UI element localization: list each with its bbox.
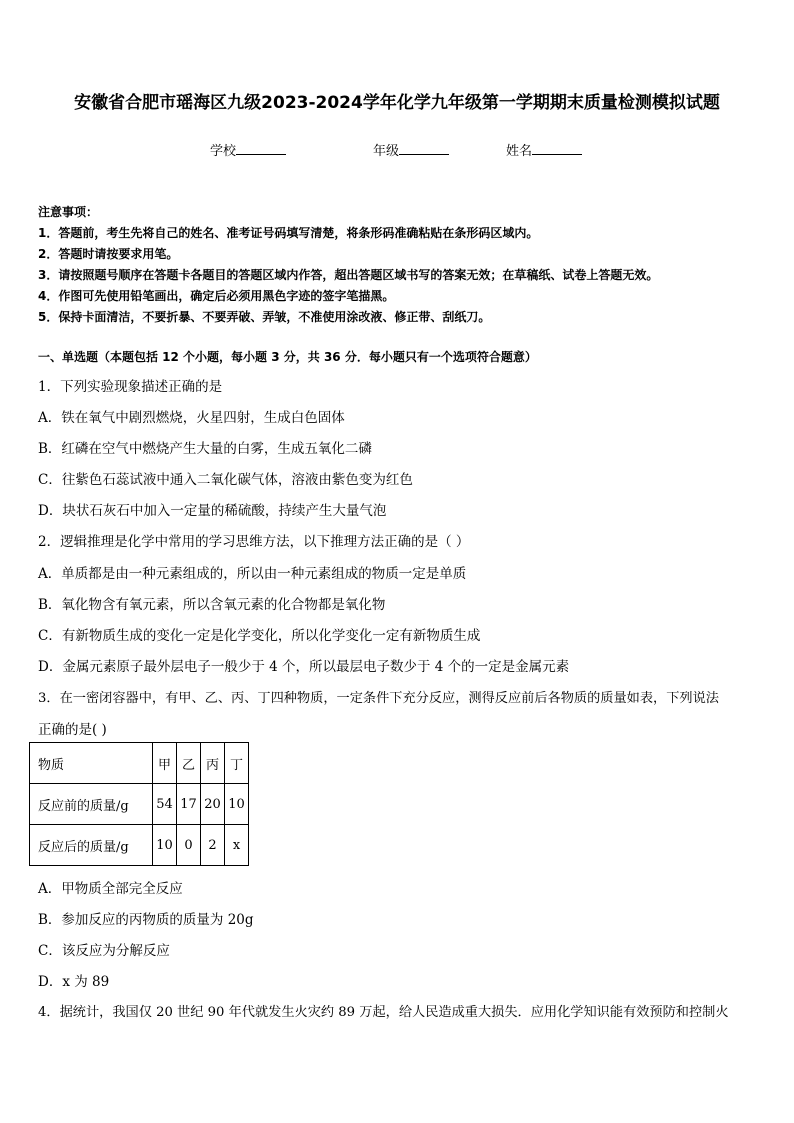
table-cell: 反应前的质量/g <box>30 784 153 825</box>
table-row <box>30 825 249 866</box>
question-1-stem: 1．下列实验现象描述正确的是 <box>38 379 223 395</box>
name-label: 姓名 <box>506 144 533 159</box>
table-cell: 17 <box>177 784 201 825</box>
table-row <box>30 784 249 825</box>
question-4-stem: 4．据统计，我国仅 20 世纪 90 年代就发生火灾约 89 万起，给人民造成重大损失．应用化学知识能有效预防和控制火 <box>38 1005 729 1020</box>
table-cell: 2 <box>201 825 225 866</box>
q2-option-c: C．有新物质生成的变化一定是化学变化，所以化学变化一定有新物质生成 <box>38 628 481 644</box>
section-heading: 一、单选题（本题包括 12 个小题，每小题 3 分，共 36 分．每小题只有一个选项符合题意） <box>38 350 537 364</box>
table-cell: 物质 <box>30 743 153 784</box>
school-label: 学校 <box>210 144 237 159</box>
q3-option-b: B．参加反应的丙物质的质量为 20g <box>38 912 254 928</box>
table-cell: 反应后的质量/g <box>30 825 153 866</box>
q2-option-a: A．单质都是由一种元素组成的，所以由一种元素组成的物质一定是单质 <box>38 566 467 582</box>
question-3-stem: 3．在一密闭容器中，有甲、乙、丙、丁四种物质，一定条件下充分反应，测得反应前后各物质的质量如表，下列说法 <box>38 691 719 706</box>
q3-option-c: C．该反应为分解反应 <box>38 943 170 959</box>
q1-option-b: B．红磷在空气中燃烧产生大量的白雾，生成五氧化二磷 <box>38 441 372 457</box>
table-cell: x <box>225 825 249 866</box>
question-3-stem-cont: 正确的是( ) <box>38 722 107 738</box>
notice-heading: 注意事项： <box>38 205 99 219</box>
table-cell: 乙 <box>177 743 201 784</box>
q1-option-d: D．块状石灰石中加入一定量的稀硫酸，持续产生大量气泡 <box>38 503 387 519</box>
question-2-stem: 2．逻辑推理是化学中常用的学习思维方法，以下推理方法正确的是（ ） <box>38 534 470 550</box>
exam-title: 安徽省合肥市瑶海区九级2023-2024学年化学九年级第一学期期末质量检测模拟试题 <box>74 93 720 113</box>
table-cell: 丙 <box>201 743 225 784</box>
grade-label: 年级 <box>373 144 400 159</box>
notice-item: 1．答题前，考生先将自己的姓名、准考证号码填写清楚，将条形码准确粘贴在条形码区域内。 <box>38 226 539 240</box>
q1-option-c: C．往紫色石蕊试液中通入二氧化碳气体，溶液由紫色变为红色 <box>38 472 413 488</box>
name-field <box>506 140 582 159</box>
name-blank[interactable] <box>532 142 582 155</box>
table-cell: 丁 <box>225 743 249 784</box>
notice-item: 4．作图可先使用铅笔画出，确定后必须用黑色字迹的签字笔描黑。 <box>38 289 395 303</box>
table-cell: 0 <box>177 825 201 866</box>
table-cell: 20 <box>201 784 225 825</box>
q3-option-d: D．x 为 89 <box>38 974 110 990</box>
mass-table <box>29 742 249 866</box>
grade-field <box>373 140 449 159</box>
notice-item: 2．答题时请按要求用笔。 <box>38 247 179 261</box>
table-row <box>30 743 249 784</box>
table-cell: 甲 <box>153 743 177 784</box>
grade-blank[interactable] <box>399 142 449 155</box>
q1-option-a: A．铁在氧气中剧烈燃烧，火星四射，生成白色固体 <box>38 410 345 426</box>
school-blank[interactable] <box>236 142 286 155</box>
school-field <box>210 140 286 159</box>
table-cell: 54 <box>153 784 177 825</box>
q2-option-d: D．金属元素原子最外层电子一般少于 4 个，所以最层电子数少于 4 个的一定是金属元素 <box>38 659 570 675</box>
table-cell: 10 <box>153 825 177 866</box>
q3-option-a: A．甲物质全部完全反应 <box>38 881 183 897</box>
q2-option-b: B．氧化物含有氧元素，所以含氧元素的化合物都是氧化物 <box>38 597 386 613</box>
table-cell: 10 <box>225 784 249 825</box>
notice-item: 3．请按照题号顺序在答题卡各题目的答题区域内作答，超出答题区域书写的答案无效；在草稿纸、试卷上答题无效。 <box>38 268 659 282</box>
notice-item: 5．保持卡面清洁，不要折暴、不要弄破、弄皱，不准使用涂改液、修正带、刮纸刀。 <box>38 310 491 324</box>
